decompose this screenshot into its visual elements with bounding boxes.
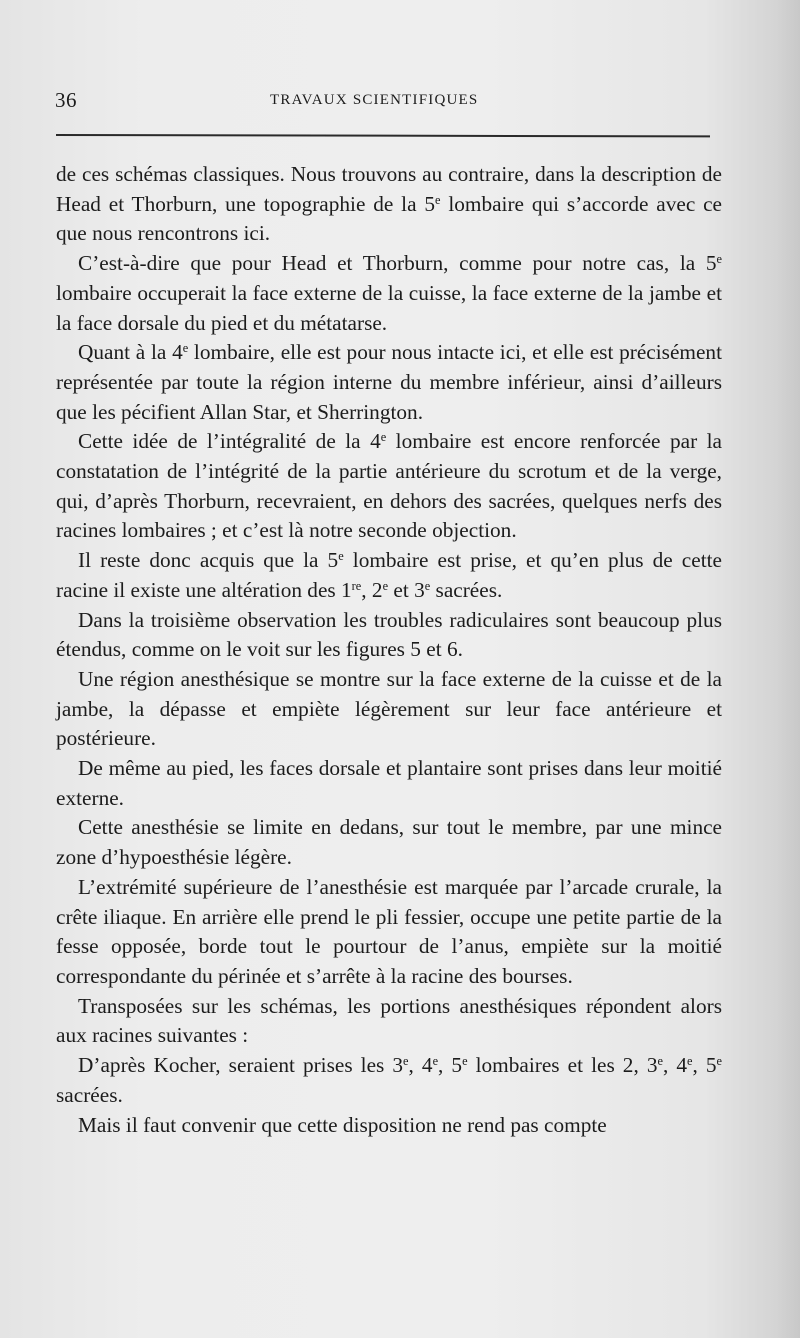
superscript: e [462, 1054, 468, 1069]
text-run: lombaire est encore renforcée par la constatation de l’intégrité de la partie antérieure du scrotum et de la verge, qui, d’après Thorburn, recevraient, en dehors des sacrées, quelques nerfs des racines lombaires ; et c’est là notre seconde objection. [56, 429, 722, 543]
paragraph [56, 813, 722, 872]
text-run: Dans la troisième observation les troubles radiculaires sont beaucoup plus étendus, comme on le voit sur les figures 5 et 6. [56, 607, 722, 662]
text-run: , 2 [361, 577, 383, 602]
paragraph [56, 338, 722, 427]
text-run: C’est-à-dire que pour Head et Thorburn, comme pour notre cas, la 5 [78, 251, 717, 276]
text-run: L’extrémité supérieure de l’anesthésie est marquée par l’arcade crurale, la crête iliaque. En arrière elle prend le pli fessier, occupe une petite partie de la fesse opposée, borde tout le pourtour de l’anus, empiète sur la moitié correspondante du périnée et s’arrête à la racine des bourses. [56, 874, 722, 988]
paragraph [56, 546, 722, 605]
text-run: Une région anesthésique se montre sur la face externe de la cuisse et de la jambe, la dépasse et empiète légèrement sur leur face antérieure et postérieure. [56, 666, 722, 751]
text-run: , 4 [408, 1053, 433, 1078]
text-run: Mais il faut convenir que cette disposition ne rend pas compte [78, 1112, 607, 1137]
paragraph [56, 1051, 722, 1110]
text-run: , 4 [662, 1053, 687, 1078]
paragraph [56, 873, 722, 992]
paragraph [56, 665, 722, 754]
text-run: Il reste donc acquis que la 5 [78, 548, 339, 573]
text-run: sacrées. [430, 577, 503, 602]
page-number: 36 [55, 88, 77, 112]
text-run: Cette idée de l’intégralité de la 4 [78, 429, 381, 454]
text-run: lombaire qui s’accorde avec ce que nous rencontrons ici. [56, 191, 722, 246]
text-run: Transposées sur les schémas, les portions anesthésiques répondent alors aux racines suivantes : [56, 993, 722, 1048]
header-rule [56, 134, 710, 137]
superscript: re [351, 579, 362, 594]
running-title: TRAVAUX SCIENTIFIQUES [270, 92, 479, 108]
text-run: lombaire est prise, et qu’en plus de cette racine il existe une altération des 1 [56, 548, 722, 602]
superscript: e [338, 549, 344, 564]
superscript: e [432, 1054, 439, 1069]
text-run: sacrées. [56, 1082, 123, 1107]
superscript: e [687, 1054, 693, 1069]
text-run: , 5 [692, 1053, 717, 1078]
text-run: , 5 [438, 1053, 463, 1078]
paragraph [56, 992, 722, 1051]
paragraph [56, 427, 722, 546]
paragraph [56, 754, 722, 813]
text-run: D’après Kocher, seraient prises les 3 [78, 1053, 404, 1078]
body-text [56, 160, 722, 1140]
text-run: lombaires et les 2, 3 [467, 1053, 658, 1078]
paragraph [56, 606, 722, 665]
paragraph [56, 1111, 722, 1141]
text-run: lombaire occuperait la face externe de la cuisse, la face externe de la jambe et la face dorsale du pied et du métatarse. [56, 280, 722, 335]
text-run: et 3 [388, 577, 425, 602]
paragraph [56, 160, 722, 249]
superscript: e [716, 252, 722, 267]
superscript: e [382, 579, 389, 594]
text-run: De même au pied, les faces dorsale et plantaire sont prises dans leur moitié externe. [56, 756, 722, 810]
text-run: Cette anesthésie se limite en dedans, sur tout le membre, par une mince zone d’hypoesthésie légère. [56, 815, 722, 870]
paragraph [56, 249, 722, 338]
superscript: e [657, 1054, 663, 1069]
text-run: Quant à la 4 [78, 340, 183, 365]
superscript: e [424, 579, 431, 594]
superscript: e [380, 430, 387, 445]
text-run: de ces schémas classiques. Nous trouvons au contraire, dans la description de Head et Thorburn, une topographie de la 5 [56, 162, 722, 216]
superscript: e [716, 1054, 722, 1069]
text-run: lombaire, elle est pour nous intacte ici, et elle est précisément représentée par toute la région interne du membre inférieur, ainsi d’ailleurs que les pécifient Allan Star, et Sherrington. [56, 340, 722, 424]
superscript: e [435, 192, 441, 207]
superscript: e [403, 1054, 409, 1069]
superscript: e [182, 341, 189, 356]
